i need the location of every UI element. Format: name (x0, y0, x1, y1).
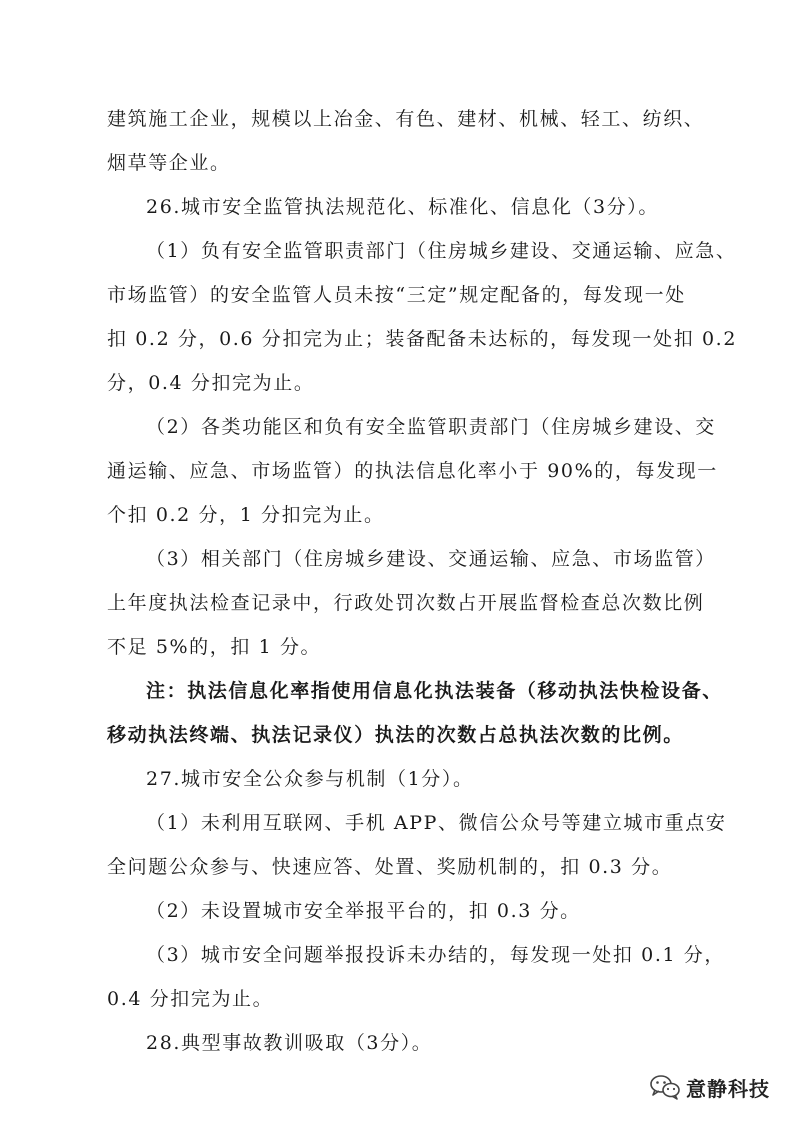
text-line: 烟草等企业。 (107, 152, 231, 174)
text-line: 0.4 分扣完为止。 (107, 988, 274, 1010)
text-line: （2）各类功能区和负有安全监管职责部门（住房城乡建设、交 (146, 416, 716, 438)
watermark (650, 1072, 770, 1102)
section-heading-28: 28.典型事故教训吸取（3分）。 (146, 1032, 433, 1054)
text-line: 上年度执法检查记录中，行政处罚次数占开展监督检查总次数比例 (107, 592, 705, 614)
text-line: 不足 5%的，扣 1 分。 (107, 636, 322, 658)
section-heading-27: 27.城市安全公众参与机制（1分）。 (146, 768, 474, 790)
text-line: 通运输、应急、市场监管）的执法信息化率小于 90%的，每发现一 (107, 460, 718, 482)
text-line: 扣 0.2 分，0.6 分扣完为止；装备配备未达标的，每发现一处扣 0.2 (107, 328, 738, 350)
text-line: 市场监管）的安全监管人员未按“三定”规定配备的，每发现一处 (107, 284, 686, 306)
wechat-icon (650, 1074, 680, 1100)
text-line: 分，0.4 分扣完为止。 (107, 372, 315, 394)
watermark-text: 意静科技 (686, 1076, 770, 1101)
text-line: 个扣 0.2 分，1 分扣完为止。 (107, 504, 385, 526)
text-line: 全问题公众参与、快速应答、处置、奖励机制的，扣 0.3 分。 (107, 856, 673, 878)
text-line: （3）城市安全问题举报投诉未办结的，每发现一处扣 0.1 分， (146, 944, 725, 966)
section-heading-26: 26.城市安全监管执法规范化、标准化、信息化（3分）。 (146, 196, 660, 218)
text-line: （1）负有安全监管职责部门（住房城乡建设、交通运输、应急、 (146, 240, 737, 262)
text-line: （1）未利用互联网、手机 APP、微信公众号等建立城市重点安 (146, 812, 727, 834)
note-line: 注：执法信息化率指使用信息化执法装备（移动执法快检设备、 (146, 680, 723, 702)
note-line: 移动执法终端、执法记录仪）执法的次数占总执法次数的比例。 (107, 724, 684, 746)
text-line: （3）相关部门（住房城乡建设、交通运输、应急、市场监管） (146, 548, 716, 570)
text-line: 建筑施工企业，规模以上冶金、有色、建材、机械、轻工、纺织、 (107, 108, 705, 130)
text-line: （2）未设置城市安全举报平台的，扣 0.3 分。 (146, 900, 581, 922)
